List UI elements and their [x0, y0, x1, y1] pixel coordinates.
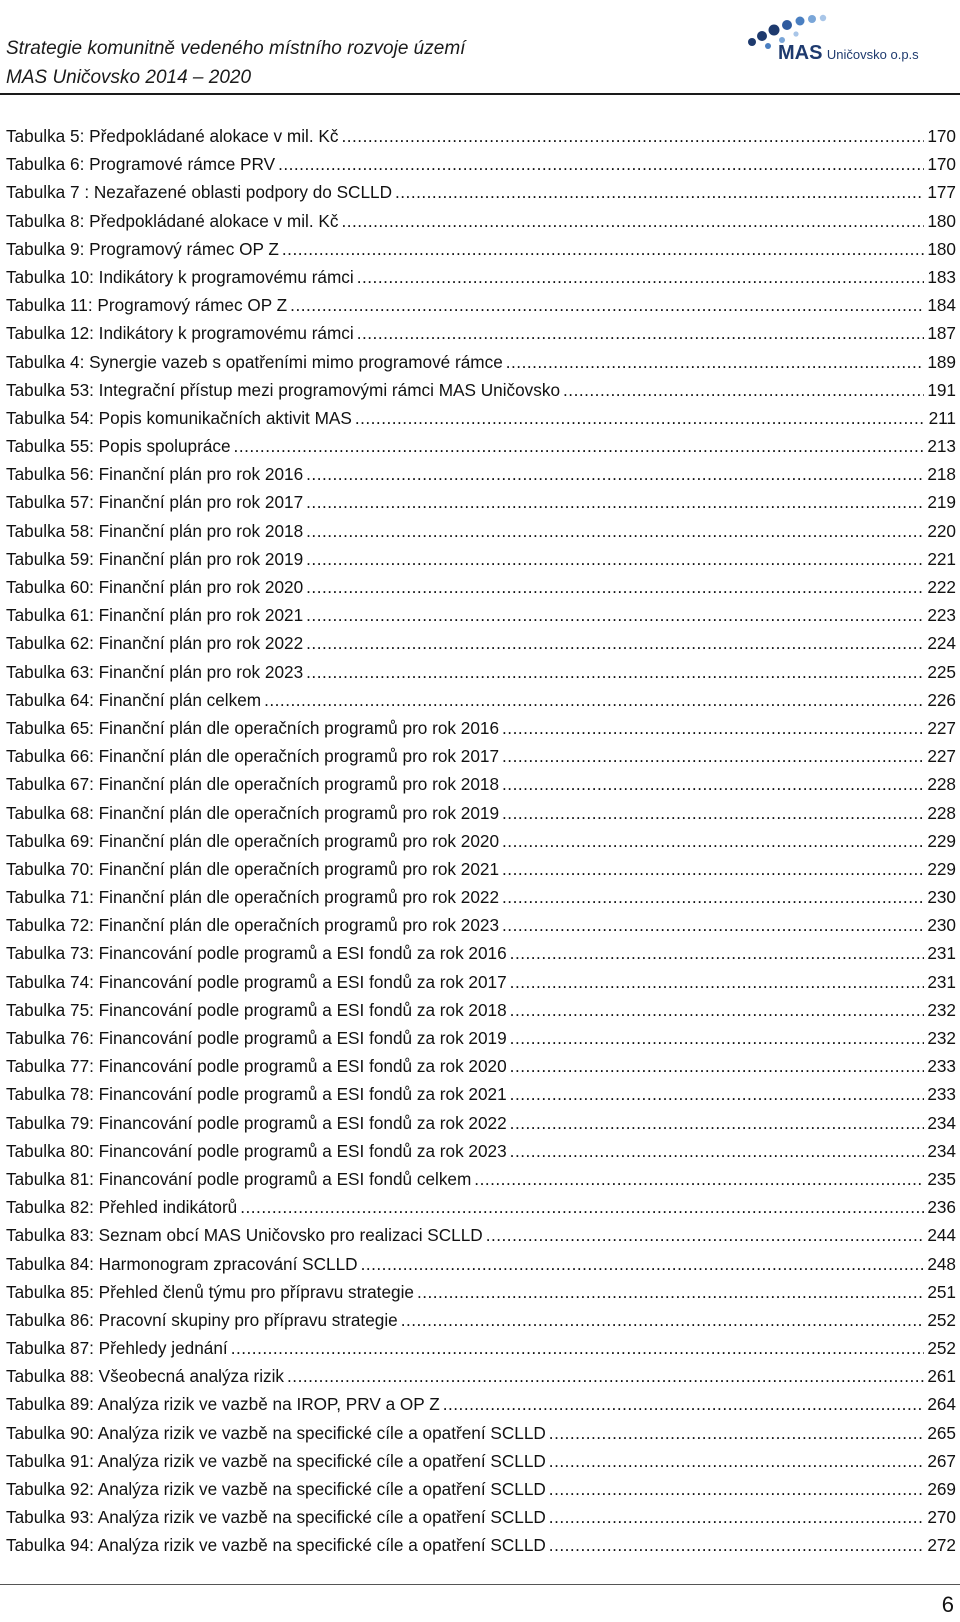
toc-leader-dots — [510, 996, 925, 1024]
toc-leader-dots — [401, 1306, 925, 1334]
toc-entry-page: 232 — [927, 999, 956, 1020]
toc-entry-label: Tabulka 73: Financování podle programů a ESI fondů za rok 2016 — [6, 943, 507, 964]
toc-leader-dots — [510, 1080, 925, 1108]
toc-entry[interactable] — [6, 1221, 956, 1249]
toc-entry-page: 248 — [927, 1253, 956, 1274]
toc-entry-label: Tabulka 89: Analýza rizik ve vazbě na IROP, PRV a OP Z — [6, 1394, 440, 1415]
toc-entry[interactable] — [6, 1137, 956, 1165]
toc-leader-dots — [563, 376, 924, 404]
toc-leader-dots — [502, 714, 924, 742]
toc-entry-page: 226 — [927, 689, 956, 710]
toc-entry[interactable] — [6, 1531, 956, 1559]
toc-entry-page: 264 — [927, 1394, 956, 1415]
toc-leader-dots — [306, 488, 924, 516]
toc-entry-page: 183 — [927, 266, 956, 287]
toc-leader-dots — [306, 545, 924, 573]
toc-entry-label: Tabulka 8: Předpokládané alokace v mil. Kč — [6, 210, 339, 231]
toc-entry-label: Tabulka 11: Programový rámec OP Z — [6, 295, 288, 316]
toc-entry[interactable] — [6, 855, 956, 883]
toc-entry-label: Tabulka 6: Programové rámce PRV — [6, 154, 276, 175]
toc-leader-dots — [502, 855, 924, 883]
toc-entry-page: 218 — [927, 464, 956, 485]
toc-entry-label: Tabulka 90: Analýza rizik ve vazbě na specifické cíle a opatření SCLLD — [6, 1422, 546, 1443]
toc-entry[interactable] — [6, 883, 956, 911]
toc-leader-dots — [278, 150, 924, 178]
toc-entry[interactable] — [6, 1250, 956, 1278]
toc-entry-label: Tabulka 56: Finanční plán pro rok 2016 — [6, 464, 304, 485]
toc-entry[interactable] — [6, 432, 956, 460]
toc-leader-dots — [282, 235, 924, 263]
toc-entry[interactable] — [6, 968, 956, 996]
toc-leader-dots — [510, 1024, 925, 1052]
toc-entry-label: Tabulka 91: Analýza rizik ve vazbě na specifické cíle a opatření SCLLD — [6, 1450, 546, 1471]
toc-leader-dots — [264, 686, 924, 714]
toc-entry[interactable] — [6, 1109, 956, 1137]
toc-entry[interactable] — [6, 319, 956, 347]
toc-entry-label: Tabulka 57: Finanční plán pro rok 2017 — [6, 492, 304, 513]
toc-leader-dots — [502, 883, 924, 911]
toc-entry[interactable] — [6, 1419, 956, 1447]
toc-entry-label: Tabulka 54: Popis komunikačních aktivit MAS — [6, 407, 352, 428]
toc-leader-dots — [234, 432, 925, 460]
toc-leader-dots — [549, 1503, 925, 1531]
toc-entry[interactable] — [6, 517, 956, 545]
toc-entry[interactable] — [6, 207, 956, 235]
toc-entry[interactable] — [6, 573, 956, 601]
toc-entry-page: 213 — [927, 436, 956, 457]
toc-entry[interactable] — [6, 742, 956, 770]
toc-leader-dots — [306, 658, 924, 686]
toc-entry[interactable] — [6, 1475, 956, 1503]
toc-leader-dots — [502, 911, 924, 939]
toc-entry-page: 222 — [927, 577, 956, 597]
toc-entry-label: Tabulka 65: Finanční plán dle operačních programů pro rok 2016 — [6, 717, 500, 738]
mas-logo — [742, 12, 956, 72]
document-title — [6, 34, 465, 92]
toc-entry-page: 228 — [927, 802, 956, 823]
toc-entry-page: 231 — [927, 943, 956, 964]
toc-entry-label: Tabulka 10: Indikátory k programovému rámci — [6, 266, 354, 287]
logo-org-text: Uničovsko o.p.s — [826, 47, 919, 62]
toc-leader-dots — [502, 827, 924, 855]
toc-leader-dots — [549, 1447, 925, 1475]
toc-entry-page: 177 — [927, 182, 956, 203]
toc-entry[interactable] — [6, 1278, 956, 1306]
toc-entry-label: Tabulka 69: Finanční plán dle operačních programů pro rok 2020 — [6, 830, 500, 851]
toc-entry-page: 219 — [927, 492, 956, 513]
toc-entry[interactable] — [6, 629, 956, 657]
toc-entry-label: Tabulka 78: Financování podle programů a ESI fondů za rok 2021 — [6, 1084, 507, 1105]
toc-entry-label: Tabulka 87: Přehledy jednání — [6, 1338, 228, 1359]
toc-leader-dots — [306, 629, 924, 657]
toc-leader-dots — [395, 178, 924, 206]
toc-entry[interactable] — [6, 799, 956, 827]
toc-leader-dots — [486, 1221, 925, 1249]
toc-entry-label: Tabulka 72: Finanční plán dle operačních programů pro rok 2023 — [6, 915, 500, 936]
toc-entry-page: 252 — [927, 1309, 956, 1330]
toc-entry-page: 230 — [927, 915, 956, 936]
toc-entry[interactable] — [6, 348, 956, 376]
toc-entry-label: Tabulka 83: Seznam obcí MAS Uničovsko pro realizaci SCLLD — [6, 1225, 483, 1246]
toc-entry-page: 180 — [927, 238, 956, 259]
toc-leader-dots — [502, 742, 924, 770]
footer-divider — [0, 1584, 960, 1585]
toc-leader-dots — [341, 207, 924, 235]
toc-entry-page: 269 — [927, 1479, 956, 1499]
toc-entry-label: Tabulka 59: Finanční plán pro rok 2019 — [6, 548, 304, 569]
toc-entry[interactable] — [6, 1024, 956, 1052]
toc-entry-page: 180 — [927, 210, 956, 231]
header-divider — [0, 93, 960, 95]
toc-entry-page: 211 — [928, 407, 956, 428]
toc-entry[interactable] — [6, 911, 956, 939]
toc-entry-label: Tabulka 70: Finanční plán dle operačních programů pro rok 2021 — [6, 858, 500, 879]
toc-entry-page: 221 — [927, 548, 956, 569]
toc-leader-dots — [240, 1193, 924, 1221]
toc-entry[interactable] — [6, 1052, 956, 1080]
toc-leader-dots — [549, 1531, 925, 1559]
toc-entry-label: Tabulka 66: Finanční plán dle operačních programů pro rok 2017 — [6, 746, 500, 767]
toc-entry-page: 272 — [927, 1535, 956, 1556]
toc-entry-page: 231 — [927, 971, 956, 992]
toc-entry[interactable] — [6, 404, 956, 432]
toc-entry[interactable] — [6, 488, 956, 516]
logo-mas-text: MAS — [778, 42, 823, 64]
page-header — [0, 0, 960, 96]
toc-entry-page: 225 — [927, 661, 956, 682]
toc-entry-label: Tabulka 74: Financování podle programů a ESI fondů za rok 2017 — [6, 971, 507, 992]
toc-leader-dots — [506, 348, 925, 376]
toc-entry-label: Tabulka 4: Synergie vazeb s opatřeními mimo programové rámce — [6, 351, 503, 372]
toc-entry-label: Tabulka 79: Financování podle programů a ESI fondů za rok 2022 — [6, 1112, 507, 1133]
toc-entry[interactable] — [6, 1503, 956, 1531]
toc-leader-dots — [510, 939, 925, 967]
toc-entry-page: 261 — [927, 1366, 956, 1387]
toc-entry[interactable] — [6, 1080, 956, 1108]
toc-entry-page: 236 — [927, 1197, 956, 1218]
toc-leader-dots — [357, 319, 925, 347]
toc-entry[interactable] — [6, 1193, 956, 1221]
toc-leader-dots — [510, 968, 925, 996]
toc-entry-page: 170 — [927, 154, 956, 175]
toc-entry[interactable] — [6, 939, 956, 967]
toc-entry-page: 265 — [927, 1422, 956, 1443]
document-title-line-2: MAS Uničovsko 2014 – 2020 — [6, 67, 252, 88]
toc-entry[interactable] — [6, 291, 956, 319]
toc-entry[interactable] — [6, 545, 956, 573]
toc-leader-dots — [287, 1362, 924, 1390]
toc-entry-page: 220 — [927, 520, 956, 541]
toc-entry[interactable] — [6, 1165, 956, 1193]
toc-entry-page: 234 — [927, 1112, 956, 1133]
toc-entry-page: 228 — [927, 774, 956, 795]
toc-leader-dots — [502, 799, 924, 827]
toc-entry-label: Tabulka 7 : Nezařazené oblasti podpory do SCLLD — [6, 182, 392, 203]
toc-leader-dots — [290, 291, 924, 319]
toc-entry-page: 170 — [927, 126, 956, 146]
toc-entry[interactable] — [6, 658, 956, 686]
toc-entry[interactable] — [6, 122, 956, 150]
toc-entry-page: 233 — [927, 1084, 956, 1105]
toc-entry[interactable] — [6, 714, 956, 742]
toc-leader-dots — [502, 770, 924, 798]
toc-entry-label: Tabulka 12: Indikátory k programovému rámci — [6, 323, 354, 344]
toc-entry-page: 234 — [927, 1140, 956, 1161]
toc-leader-dots — [306, 460, 924, 488]
toc-entry[interactable] — [6, 178, 956, 206]
toc-leader-dots — [510, 1137, 925, 1165]
toc-leader-dots — [306, 601, 924, 629]
toc-entry[interactable] — [6, 1390, 956, 1418]
toc-entry[interactable] — [6, 235, 956, 263]
toc-entry-label: Tabulka 9: Programový rámec OP Z — [6, 238, 279, 259]
toc-entry-label: Tabulka 55: Popis spolupráce — [6, 436, 231, 457]
toc-entry[interactable] — [6, 1306, 956, 1334]
toc-entry-label: Tabulka 58: Finanční plán pro rok 2018 — [6, 520, 304, 541]
toc-leader-dots — [417, 1278, 924, 1306]
toc-entry[interactable] — [6, 827, 956, 855]
toc-entry-page: 244 — [927, 1225, 956, 1246]
toc-entry-label: Tabulka 64: Finanční plán celkem — [6, 689, 262, 710]
toc-leader-dots — [357, 263, 925, 291]
toc-entry-page: 187 — [927, 323, 956, 344]
toc-leader-dots — [306, 517, 924, 545]
toc-entry[interactable] — [6, 1334, 956, 1362]
toc-leader-dots — [510, 1109, 925, 1137]
toc-entry-page: 227 — [927, 746, 956, 767]
toc-leader-dots — [306, 573, 924, 601]
toc-entry-label: Tabulka 75: Financování podle programů a ESI fondů za rok 2018 — [6, 999, 507, 1020]
toc-entry-label: Tabulka 92: Analýza rizik ve vazbě na specifické cíle a opatření SCLLD — [6, 1479, 546, 1499]
toc-entry-label: Tabulka 93: Analýza rizik ve vazbě na specifické cíle a opatření SCLLD — [6, 1507, 546, 1528]
toc-leader-dots — [510, 1052, 925, 1080]
toc-entry-label: Tabulka 67: Finanční plán dle operačních programů pro rok 2018 — [6, 774, 500, 795]
toc-leader-dots — [341, 122, 924, 150]
toc-entry[interactable] — [6, 1447, 956, 1475]
toc-entry-page: 223 — [927, 605, 956, 626]
toc-leader-dots — [474, 1165, 924, 1193]
toc-leader-dots — [443, 1390, 925, 1418]
toc-leader-dots — [549, 1419, 925, 1447]
toc-entry-page: 232 — [927, 1028, 956, 1048]
toc-entry-label: Tabulka 68: Finanční plán dle operačních programů pro rok 2019 — [6, 802, 500, 823]
toc-leader-dots — [231, 1334, 925, 1362]
toc-entry-label: Tabulka 82: Přehled indikátorů — [6, 1197, 238, 1218]
toc-entry-page: 235 — [927, 1168, 956, 1189]
toc-entry[interactable] — [6, 601, 956, 629]
toc-entry[interactable] — [6, 770, 956, 798]
toc-entry-label: Tabulka 94: Analýza rizik ve vazbě na specifické cíle a opatření SCLLD — [6, 1535, 546, 1556]
toc-entry-page: 252 — [927, 1338, 956, 1359]
toc-leader-dots — [361, 1250, 925, 1278]
document-title-line-1: Strategie komunitně vedeného místního rozvoje území — [6, 38, 466, 59]
toc-entry-page: 229 — [927, 858, 956, 879]
toc-entry-label: Tabulka 84: Harmonogram zpracování SCLLD — [6, 1253, 358, 1274]
toc-entry-label: Tabulka 5: Předpokládané alokace v mil. Kč — [6, 126, 339, 146]
toc-entry-page: 191 — [927, 379, 956, 400]
toc-entry-label: Tabulka 80: Financování podle programů a ESI fondů za rok 2023 — [6, 1140, 507, 1161]
toc-leader-dots — [549, 1475, 925, 1503]
toc-entry-page: 224 — [927, 633, 956, 654]
toc-entry-page: 267 — [927, 1450, 956, 1471]
toc-entry-label: Tabulka 81: Financování podle programů a ESI fondů celkem — [6, 1168, 472, 1189]
toc-entry-label: Tabulka 85: Přehled členů týmu pro přípravu strategie — [6, 1281, 414, 1302]
toc-entry-label: Tabulka 60: Finanční plán pro rok 2020 — [6, 577, 304, 597]
toc-entry[interactable] — [6, 1362, 956, 1390]
toc-entry[interactable] — [6, 686, 956, 714]
toc-entry-label: Tabulka 88: Všeobecná analýza rizik — [6, 1366, 285, 1387]
logo-text — [778, 42, 919, 65]
toc-entry-label: Tabulka 53: Integrační přístup mezi programovými rámci MAS Uničovsko — [6, 379, 561, 400]
toc-entry-label: Tabulka 76: Financování podle programů a ESI fondů za rok 2019 — [6, 1028, 507, 1048]
toc-entry-page: 233 — [927, 1056, 956, 1077]
toc-entry[interactable] — [6, 376, 956, 404]
toc-entry[interactable] — [6, 996, 956, 1024]
toc-entry-page: 227 — [927, 717, 956, 738]
toc-leader-dots — [355, 404, 926, 432]
toc-entry-page: 270 — [927, 1507, 956, 1528]
toc-entry-label: Tabulka 63: Finanční plán pro rok 2023 — [6, 661, 304, 682]
toc-entry-label: Tabulka 61: Finanční plán pro rok 2021 — [6, 605, 304, 626]
toc-entry-label: Tabulka 62: Finanční plán pro rok 2022 — [6, 633, 304, 654]
toc-entry-page: 251 — [927, 1281, 956, 1302]
page-number: 6 — [941, 1592, 954, 1617]
toc-entry[interactable] — [6, 150, 956, 178]
toc-entry-page: 184 — [927, 295, 956, 316]
toc-entry-page: 189 — [927, 351, 956, 372]
toc-entry-label: Tabulka 86: Pracovní skupiny pro přípravu strategie — [6, 1309, 398, 1330]
toc-entry[interactable] — [6, 263, 956, 291]
table-of-tables — [6, 122, 956, 1560]
toc-entry-label: Tabulka 71: Finanční plán dle operačních programů pro rok 2022 — [6, 887, 500, 908]
toc-entry-label: Tabulka 77: Financování podle programů a ESI fondů za rok 2020 — [6, 1056, 507, 1077]
toc-entry-page: 229 — [927, 830, 956, 851]
toc-entry[interactable] — [6, 460, 956, 488]
toc-entry-page: 230 — [927, 887, 956, 908]
